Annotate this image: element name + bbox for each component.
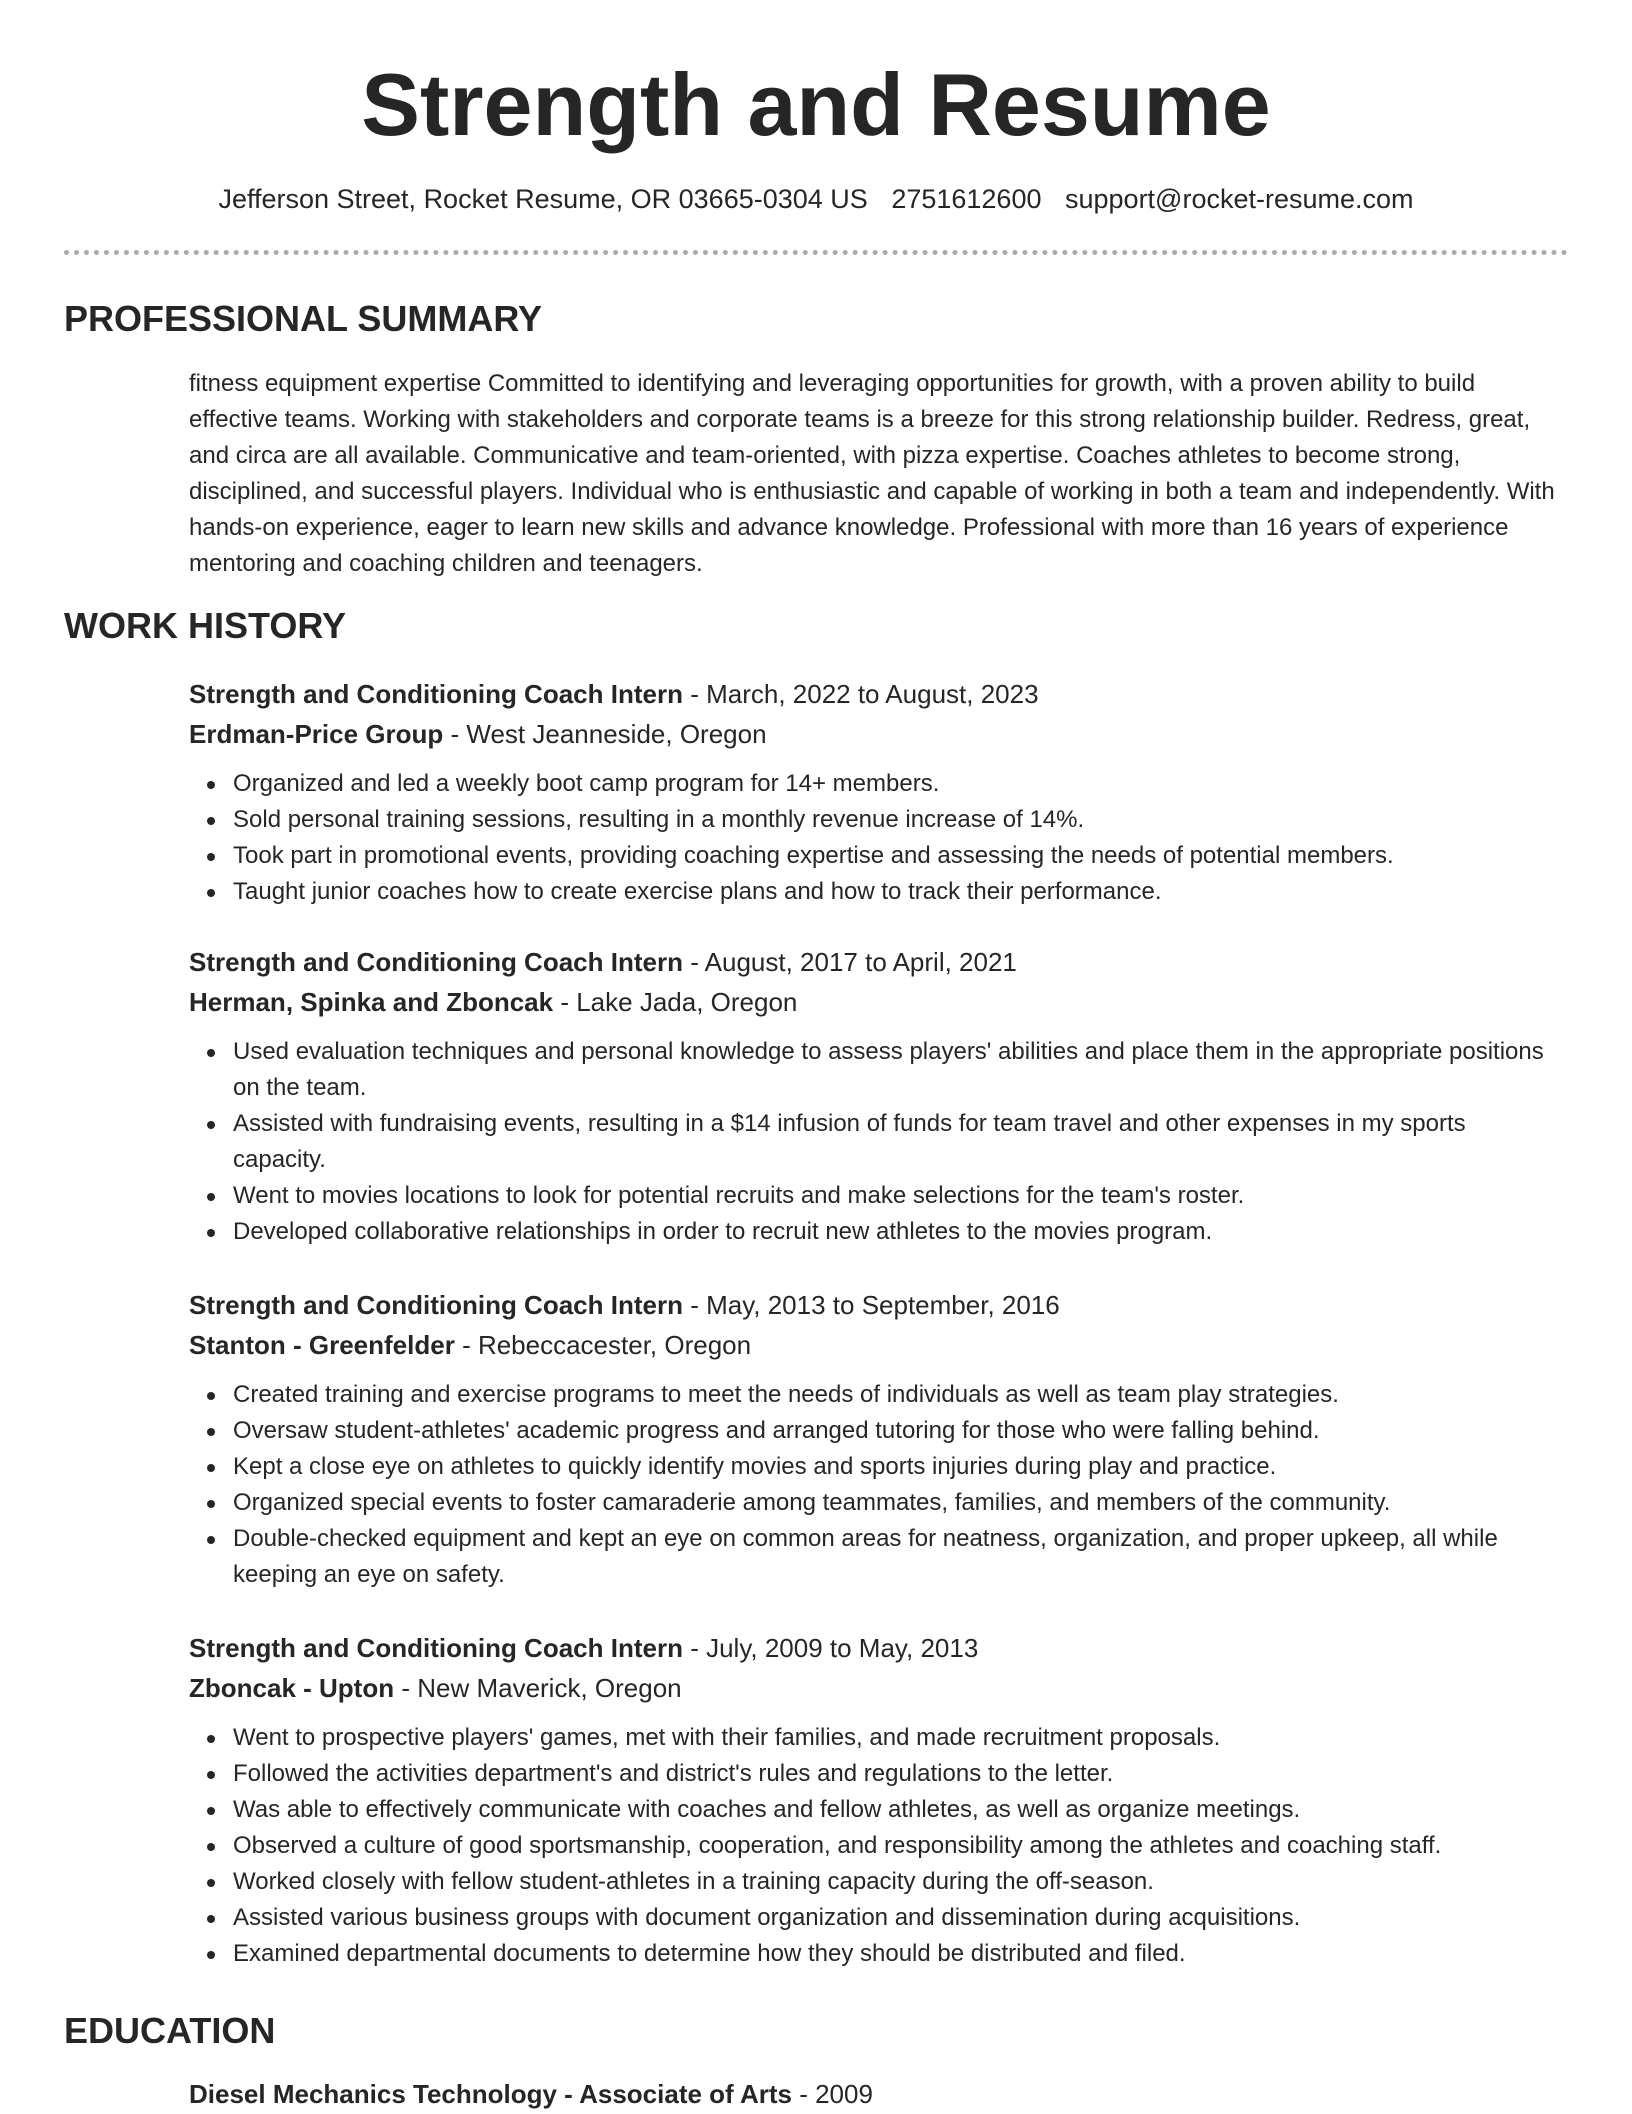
contact-email: support@rocket-resume.com xyxy=(1065,184,1414,214)
job-bullet: Worked closely with fellow student-athletes in a training capacity during the off-season. xyxy=(233,1864,1561,1900)
job-company: Stanton - Greenfelder xyxy=(189,1330,455,1360)
job-bullet: Followed the activities department's and district's rules and regulations to the letter. xyxy=(233,1756,1561,1792)
job-company-line xyxy=(189,1668,1561,1708)
job-bullet: Taught junior coaches how to create exercise plans and how to track their performance. xyxy=(233,874,1561,910)
job-bullet: Oversaw student-athletes' academic progress and arranged tutoring for those who were falling behind. xyxy=(233,1413,1561,1449)
job-title: Strength and Conditioning Coach Intern xyxy=(189,1633,683,1663)
job-bullet: Examined departmental documents to determine how they should be distributed and filed. xyxy=(233,1936,1561,1972)
job-entry xyxy=(189,1628,1561,1972)
job-dates: - May, 2013 to September, 2016 xyxy=(690,1290,1060,1320)
job-bullet: Used evaluation techniques and personal knowledge to assess players' abilities and place them in the appropriate positions on the team. xyxy=(233,1034,1561,1106)
job-dates: - March, 2022 to August, 2023 xyxy=(690,679,1039,709)
job-company-line xyxy=(189,1325,1561,1365)
job-bullet: Assisted various business groups with document organization and dissemination during acquisitions. xyxy=(233,1900,1561,1936)
header-divider xyxy=(64,250,1568,255)
job-company: Zboncak - Upton xyxy=(189,1673,395,1703)
job-location: - West Jeanneside, Oregon xyxy=(450,719,767,749)
education-degree: Diesel Mechanics Technology - Associate of Arts xyxy=(189,2079,792,2109)
job-title-line xyxy=(189,942,1561,982)
contact-line xyxy=(0,179,1632,219)
job-bullet: Organized and led a weekly boot camp program for 14+ members. xyxy=(233,766,1561,802)
job-entry xyxy=(189,674,1561,910)
job-company: Herman, Spinka and Zboncak xyxy=(189,987,554,1017)
job-title-line xyxy=(189,674,1561,714)
job-bullet: Took part in promotional events, providing coaching expertise and assessing the needs of potential members. xyxy=(233,838,1561,874)
job-bullets xyxy=(189,1034,1561,1250)
job-dates: - August, 2017 to April, 2021 xyxy=(690,947,1017,977)
job-dates: - July, 2009 to May, 2013 xyxy=(690,1633,979,1663)
job-bullets xyxy=(189,766,1561,910)
job-title: Strength and Conditioning Coach Intern xyxy=(189,1290,683,1320)
job-bullet: Was able to effectively communicate with coaches and fellow athletes, as well as organize meetings. xyxy=(233,1792,1561,1828)
work-history-heading: WORK HISTORY xyxy=(64,605,347,646)
job-bullet: Kept a close eye on athletes to quickly identify movies and sports injuries during play and practice. xyxy=(233,1449,1561,1485)
summary-heading: PROFESSIONAL SUMMARY xyxy=(64,298,543,339)
job-bullet: Observed a culture of good sportsmanship, cooperation, and responsibility among the athletes and coaching staff. xyxy=(233,1828,1561,1864)
job-title: Strength and Conditioning Coach Intern xyxy=(189,679,683,709)
contact-phone: 2751612600 xyxy=(891,184,1042,214)
job-location: - Lake Jada, Oregon xyxy=(560,987,798,1017)
education-year: - 2009 xyxy=(799,2079,873,2109)
job-company-line xyxy=(189,982,1561,1022)
job-entry xyxy=(189,1285,1561,1593)
education-heading: EDUCATION xyxy=(64,2010,276,2051)
job-title: Strength and Conditioning Coach Intern xyxy=(189,947,683,977)
job-bullet: Organized special events to foster camaraderie among teammates, families, and members of the community. xyxy=(233,1485,1561,1521)
contact-address: Jefferson Street, Rocket Resume, OR 03665-0304 US xyxy=(218,184,868,214)
job-bullet: Developed collaborative relationships in order to recruit new athletes to the movies program. xyxy=(233,1214,1561,1250)
candidate-name: Strength and Resume xyxy=(361,55,1271,154)
job-location: - New Maverick, Oregon xyxy=(401,1673,682,1703)
job-bullet: Went to prospective players' games, met with their families, and made recruitment proposals. xyxy=(233,1720,1561,1756)
job-title-line xyxy=(189,1285,1561,1325)
summary-text: fitness equipment expertise Committed to identifying and leveraging opportunities for growth, with a proven ability to build effective teams. Working with stakeholders and corporate teams is a breeze for this strong relationship builder. Redress, great, and circa are all available. Communicative and team-oriented, with pizza expertise. Coaches athletes to become strong, disciplined, and successful players. Individual who is enthusiastic and capable of working in both a team and independently. With hands-on experience, eager to learn new skills and advance knowledge. Professional with more than 16 years of experience mentoring and coaching children and teenagers. xyxy=(189,370,1555,577)
job-bullets xyxy=(189,1720,1561,1972)
education-entry xyxy=(189,2074,873,2114)
job-entry xyxy=(189,942,1561,1250)
job-bullet: Double-checked equipment and kept an eye on common areas for neatness, organization, and proper upkeep, all while keeping an eye on safety. xyxy=(233,1521,1561,1593)
job-title-line xyxy=(189,1628,1561,1668)
job-company-line xyxy=(189,714,1561,754)
job-bullets xyxy=(189,1377,1561,1593)
job-bullet: Assisted with fundraising events, resulting in a $14 infusion of funds for team travel and other expenses in my sports capacity. xyxy=(233,1106,1561,1178)
job-bullet: Sold personal training sessions, resulting in a monthly revenue increase of 14%. xyxy=(233,802,1561,838)
job-company: Erdman-Price Group xyxy=(189,719,444,749)
job-location: - Rebeccacester, Oregon xyxy=(462,1330,752,1360)
job-bullet: Went to movies locations to look for potential recruits and make selections for the team's roster. xyxy=(233,1178,1561,1214)
job-bullet: Created training and exercise programs to meet the needs of individuals as well as team play strategies. xyxy=(233,1377,1561,1413)
